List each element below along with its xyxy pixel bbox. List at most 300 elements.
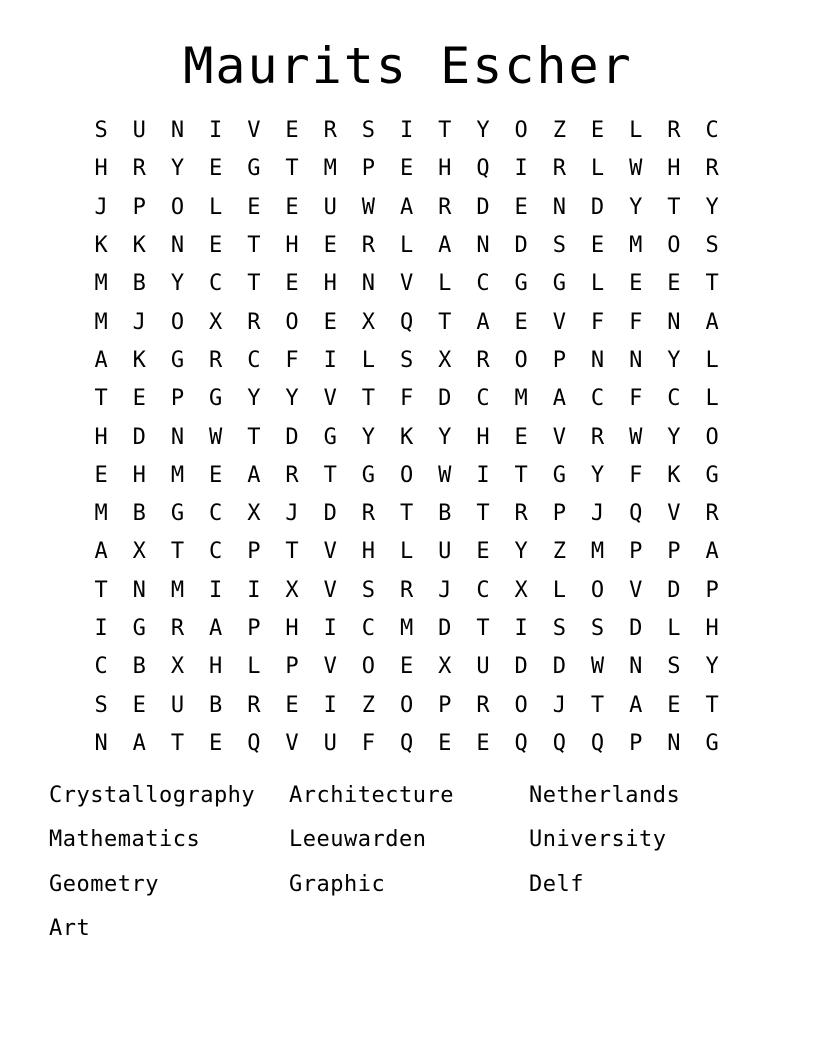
grid-letter[interactable]: G (323, 424, 337, 450)
grid-letter[interactable]: H (94, 156, 108, 182)
grid-letter[interactable]: J (590, 501, 605, 527)
grid-letter[interactable]: M (170, 462, 185, 488)
grid-letter[interactable]: M (590, 539, 605, 565)
grid-letter[interactable]: O (514, 692, 528, 718)
grid-letter[interactable]: E (476, 539, 490, 565)
grid-letter[interactable]: K (94, 233, 108, 259)
grid-letter[interactable]: H (285, 616, 299, 641)
word-list-item: Crystallography (49, 783, 256, 808)
grid-letter[interactable]: I (476, 462, 490, 488)
grid-letter[interactable]: N (361, 271, 376, 297)
grid-letter[interactable]: N (94, 730, 108, 756)
grid-letter[interactable]: Y (476, 118, 490, 144)
grid-letter[interactable]: Z (361, 692, 376, 718)
grid-letter[interactable]: U (170, 692, 185, 718)
grid-letter[interactable]: R (705, 156, 719, 182)
grid-letter[interactable]: G (170, 347, 185, 373)
grid-letter[interactable]: M (170, 577, 185, 603)
grid-letter[interactable]: T (247, 271, 261, 297)
word-list-item: Geometry (49, 871, 159, 897)
grid-letter[interactable]: I (514, 156, 528, 182)
grid-letter[interactable]: H (323, 271, 337, 297)
grid-letter[interactable]: A (94, 347, 108, 373)
grid-letter[interactable]: Q (590, 730, 605, 756)
grid-letter[interactable]: E (667, 692, 681, 718)
grid-letter[interactable]: I (94, 616, 108, 641)
grid-letter[interactable]: A (94, 539, 108, 565)
grid-letter[interactable]: S (552, 233, 566, 259)
grid-letter[interactable]: E (590, 233, 605, 259)
grid-letter[interactable]: T (247, 424, 261, 450)
grid-letter[interactable]: P (438, 692, 452, 718)
grid-letter[interactable]: A (705, 539, 719, 565)
grid-letter[interactable]: X (438, 654, 452, 680)
grid-letter[interactable]: C (667, 386, 681, 412)
grid-letter[interactable]: D (476, 194, 490, 220)
grid-letter[interactable]: F (629, 309, 643, 335)
grid-letter[interactable]: U (476, 654, 490, 680)
grid-letter[interactable]: D (438, 386, 452, 412)
grid-letter[interactable]: C (209, 501, 223, 527)
grid-letter[interactable]: E (209, 730, 223, 756)
grid-letter[interactable]: S (94, 692, 108, 718)
grid-letter[interactable]: E (285, 271, 299, 297)
grid-letter[interactable]: P (132, 194, 146, 220)
grid-letter[interactable]: Y (285, 386, 299, 412)
grid-letter[interactable]: P (705, 577, 719, 603)
grid-letter[interactable]: I (209, 118, 223, 144)
grid-letter[interactable]: I (209, 577, 223, 603)
grid-letter[interactable]: Y (170, 156, 185, 182)
grid-letter[interactable]: T (705, 271, 719, 297)
grid-letter[interactable]: T (94, 386, 108, 412)
grid-letter[interactable]: L (552, 577, 566, 603)
grid-letter[interactable]: E (476, 730, 490, 756)
grid-letter[interactable]: H (132, 462, 146, 488)
grid-letter[interactable]: W (209, 424, 223, 450)
grid-letter[interactable]: N (590, 347, 605, 373)
grid-letter[interactable]: D (323, 501, 337, 527)
grid-letter[interactable]: L (629, 118, 643, 144)
grid-letter[interactable]: L (399, 539, 414, 565)
grid-letter[interactable]: O (399, 692, 414, 718)
grid-letter[interactable]: S (590, 616, 605, 641)
grid-letter[interactable]: Q (629, 501, 643, 527)
grid-letter[interactable]: H (667, 156, 681, 182)
grid-letter[interactable]: O (705, 424, 719, 450)
grid-letter[interactable]: S (705, 233, 719, 259)
grid-letter[interactable]: E (323, 309, 337, 335)
grid-letter[interactable]: V (285, 730, 299, 756)
grid-letter[interactable]: B (209, 692, 223, 718)
grid-letter[interactable]: Y (361, 424, 376, 450)
grid-letter[interactable]: V (323, 654, 337, 680)
grid-letter[interactable]: C (209, 539, 223, 565)
grid-letter[interactable]: H (285, 233, 299, 259)
grid-letter[interactable]: F (629, 462, 643, 488)
grid-letter[interactable]: E (590, 118, 605, 144)
grid-letter[interactable]: R (667, 118, 681, 144)
grid-letter[interactable]: H (209, 654, 223, 680)
grid-letter[interactable]: M (629, 233, 643, 259)
grid-letter[interactable]: D (667, 577, 681, 603)
grid-letter[interactable]: R (170, 616, 185, 641)
grid-letter[interactable]: R (247, 692, 261, 718)
grid-letter[interactable]: C (361, 616, 376, 641)
grid-letter[interactable]: D (514, 654, 528, 680)
grid-letter[interactable]: F (285, 347, 299, 373)
grid-letter[interactable]: C (476, 386, 490, 412)
grid-letter[interactable]: R (247, 309, 261, 335)
grid-letter[interactable]: I (399, 118, 414, 144)
grid-letter[interactable]: Q (514, 730, 528, 756)
grid-letter[interactable]: T (438, 118, 452, 144)
grid-letter[interactable]: Q (399, 730, 414, 756)
puzzle-title: Maurits Escher (183, 37, 633, 95)
grid-letter[interactable]: E (94, 462, 108, 488)
grid-letter[interactable]: C (94, 654, 108, 680)
grid-letter[interactable]: N (170, 424, 185, 450)
grid-letter[interactable]: E (132, 692, 146, 718)
grid-letter[interactable]: R (552, 156, 566, 182)
grid-letter[interactable]: X (132, 539, 146, 565)
grid-letter[interactable]: J (438, 577, 452, 603)
grid-letter[interactable]: N (170, 118, 185, 144)
letter-grid (82, 112, 732, 763)
grid-letter[interactable]: M (94, 309, 108, 335)
grid-letter[interactable]: Y (170, 271, 185, 297)
grid-letter[interactable]: C (247, 347, 261, 373)
grid-letter[interactable]: U (438, 539, 452, 565)
grid-letter[interactable]: K (132, 347, 146, 373)
grid-letter[interactable]: H (476, 424, 490, 450)
grid-letter[interactable]: Q (247, 730, 261, 756)
grid-letter[interactable]: E (285, 194, 299, 220)
grid-letter[interactable]: W (629, 156, 643, 182)
grid-letter[interactable]: R (705, 501, 719, 527)
grid-letter[interactable]: E (514, 309, 528, 335)
grid-letter[interactable]: E (285, 118, 299, 144)
grid-letter[interactable]: T (399, 501, 414, 527)
word-list-item: Art (49, 915, 91, 941)
grid-letter[interactable]: N (667, 730, 681, 756)
grid-letter[interactable]: S (361, 577, 376, 603)
grid-letter[interactable]: N (132, 577, 146, 603)
grid-letter[interactable]: E (399, 156, 414, 182)
grid-letter[interactable]: T (667, 194, 681, 220)
grid-letter[interactable]: M (514, 386, 528, 412)
grid-letter[interactable]: L (438, 271, 452, 297)
grid-letter[interactable]: R (399, 577, 414, 603)
grid-letter[interactable]: U (323, 194, 337, 220)
grid-letter[interactable]: U (132, 118, 146, 144)
grid-letter[interactable]: V (667, 501, 681, 527)
grid-letter[interactable]: D (590, 194, 605, 220)
grid-letter[interactable]: T (170, 730, 185, 756)
grid-letter[interactable]: V (323, 577, 337, 603)
grid-letter[interactable]: T (514, 462, 528, 488)
grid-letter[interactable]: O (361, 654, 376, 680)
grid-letter[interactable]: W (629, 424, 643, 450)
grid-letter[interactable]: P (552, 347, 566, 373)
grid-letter[interactable]: X (361, 309, 376, 335)
grid-letter[interactable]: E (438, 730, 452, 756)
grid-letter[interactable]: Z (552, 118, 566, 144)
grid-letter[interactable]: S (361, 118, 376, 144)
grid-letter[interactable]: E (247, 194, 261, 220)
grid-letter[interactable]: J (132, 309, 146, 335)
grid-letter[interactable]: F (399, 386, 414, 412)
grid-letter[interactable]: Q (476, 156, 490, 182)
grid-letter[interactable]: E (399, 654, 414, 680)
grid-letter[interactable]: X (209, 309, 223, 335)
grid-letter[interactable]: H (361, 539, 376, 565)
grid-letter[interactable]: G (209, 386, 223, 412)
grid-letter[interactable]: V (552, 424, 566, 450)
grid-letter[interactable]: L (705, 347, 719, 373)
grid-letter[interactable]: W (590, 654, 605, 680)
grid-letter[interactable]: T (323, 462, 337, 488)
grid-letter[interactable]: E (209, 462, 223, 488)
grid-letter[interactable]: L (590, 156, 605, 182)
grid-letter[interactable]: R (209, 347, 223, 373)
grid-letter[interactable]: H (94, 424, 108, 450)
grid-letter[interactable]: C (476, 577, 490, 603)
grid-letter[interactable]: G (552, 462, 566, 488)
grid-letter[interactable]: M (323, 156, 337, 182)
grid-letter[interactable]: I (323, 692, 337, 718)
grid-letter[interactable]: B (132, 501, 146, 527)
grid-letter[interactable]: A (247, 462, 261, 488)
grid-letter[interactable]: B (132, 271, 146, 297)
grid-letter[interactable]: Y (629, 194, 643, 220)
grid-letter[interactable]: T (285, 156, 299, 182)
grid-letter[interactable]: D (132, 424, 146, 450)
grid-letter[interactable]: J (285, 501, 299, 527)
grid-letter[interactable]: T (361, 386, 376, 412)
grid-letter[interactable]: A (132, 730, 146, 756)
grid-letter[interactable]: V (399, 271, 414, 297)
grid-letter[interactable]: C (705, 118, 719, 144)
grid-letter[interactable]: G (361, 462, 376, 488)
grid-letter[interactable]: V (629, 577, 643, 603)
grid-letter[interactable]: G (132, 616, 146, 641)
grid-letter[interactable]: X (514, 577, 528, 603)
grid-letter[interactable]: L (667, 616, 681, 641)
grid-letter[interactable]: D (552, 654, 566, 680)
grid-letter[interactable]: E (667, 271, 681, 297)
grid-letter[interactable]: T (170, 539, 185, 565)
grid-row (82, 495, 732, 533)
grid-letter[interactable]: Y (667, 347, 681, 373)
grid-letter[interactable]: X (247, 501, 261, 527)
grid-letter[interactable]: B (132, 654, 146, 680)
grid-letter[interactable]: E (514, 194, 528, 220)
grid-letter[interactable]: W (361, 194, 376, 220)
grid-letter[interactable]: Q (552, 730, 566, 756)
grid-letter[interactable]: A (476, 309, 490, 335)
grid-letter[interactable]: G (170, 501, 185, 527)
grid-letter[interactable]: R (361, 501, 376, 527)
grid-letter[interactable]: Y (514, 539, 528, 565)
grid-letter[interactable]: I (323, 347, 337, 373)
grid-letter[interactable]: O (170, 194, 185, 220)
grid-letter[interactable]: A (552, 386, 566, 412)
grid-letter[interactable]: L (209, 194, 223, 220)
grid-letter[interactable]: Z (552, 539, 566, 565)
grid-letter[interactable]: R (590, 424, 605, 450)
grid-letter[interactable]: T (438, 309, 452, 335)
grid-letter[interactable]: R (476, 692, 490, 718)
grid-letter[interactable]: O (285, 309, 299, 335)
grid-letter[interactable]: H (438, 156, 452, 182)
grid-letter[interactable]: P (667, 539, 681, 565)
grid-row (82, 457, 732, 495)
grid-letter[interactable]: Q (399, 309, 414, 335)
word-list-item: Graphic (289, 871, 386, 897)
grid-letter[interactable]: Y (247, 386, 261, 412)
word-list-item: Leeuwarden (289, 827, 427, 853)
grid-letter[interactable]: T (476, 501, 490, 527)
grid-letter[interactable]: A (399, 194, 414, 220)
grid-letter[interactable]: E (323, 233, 337, 259)
grid-letter[interactable]: G (705, 730, 719, 756)
grid-letter[interactable]: I (514, 616, 528, 641)
grid-letter[interactable]: T (705, 692, 719, 718)
grid-letter[interactable]: O (170, 309, 185, 335)
grid-letter[interactable]: S (94, 118, 108, 144)
grid-letter[interactable]: S (667, 654, 681, 680)
grid-letter[interactable]: D (285, 424, 299, 450)
grid-letter[interactable]: Y (667, 424, 681, 450)
grid-letter[interactable]: A (438, 233, 452, 259)
grid-letter[interactable]: P (361, 156, 376, 182)
grid-letter[interactable]: L (361, 347, 376, 373)
grid-letter[interactable]: Y (590, 462, 605, 488)
grid-letter[interactable]: Y (705, 194, 719, 220)
grid-letter[interactable]: G (247, 156, 261, 182)
grid-letter[interactable]: D (438, 616, 452, 641)
grid-letter[interactable]: K (132, 233, 146, 259)
grid-letter[interactable]: C (590, 386, 605, 412)
grid-letter[interactable]: L (590, 271, 605, 297)
grid-letter[interactable]: V (323, 386, 337, 412)
grid-letter[interactable]: J (552, 692, 566, 718)
grid-letter[interactable]: O (399, 462, 414, 488)
grid-letter[interactable]: N (667, 309, 681, 335)
grid-letter[interactable]: P (170, 386, 185, 412)
grid-letter[interactable]: E (629, 271, 643, 297)
grid-letter[interactable]: R (323, 118, 337, 144)
grid-letter[interactable]: P (629, 539, 643, 565)
grid-letter[interactable]: T (94, 577, 108, 603)
grid-letter[interactable]: G (514, 271, 528, 297)
grid-letter[interactable]: D (514, 233, 528, 259)
grid-letter[interactable]: M (94, 271, 108, 297)
grid-letter[interactable]: O (514, 118, 528, 144)
grid-letter[interactable]: E (209, 156, 223, 182)
grid-letter[interactable]: N (629, 347, 643, 373)
grid-letter[interactable]: I (247, 577, 261, 603)
grid-letter[interactable]: F (629, 386, 643, 412)
grid-letter[interactable]: G (705, 462, 719, 488)
grid-letter[interactable]: W (438, 462, 452, 488)
grid-letter[interactable]: S (399, 347, 414, 373)
grid-letter[interactable]: S (552, 616, 566, 641)
grid-letter[interactable]: M (399, 616, 414, 641)
grid-row (82, 380, 732, 418)
grid-letter[interactable]: C (209, 271, 223, 297)
grid-letter[interactable]: T (590, 692, 605, 718)
grid-letter[interactable]: L (247, 654, 261, 680)
grid-letter[interactable]: O (667, 233, 681, 259)
grid-letter[interactable]: C (476, 271, 490, 297)
grid-letter[interactable]: U (323, 730, 337, 756)
grid-letter[interactable]: A (209, 616, 223, 641)
grid-letter[interactable]: X (285, 577, 299, 603)
grid-letter[interactable]: A (629, 692, 643, 718)
grid-letter[interactable]: E (132, 386, 146, 412)
grid-letter[interactable]: R (285, 462, 299, 488)
grid-letter[interactable]: P (247, 539, 261, 565)
grid-letter[interactable]: N (552, 194, 566, 220)
grid-letter[interactable]: X (438, 347, 452, 373)
grid-letter[interactable]: A (705, 309, 719, 335)
grid-letter[interactable]: P (552, 501, 566, 527)
grid-letter[interactable]: V (323, 539, 337, 565)
grid-letter[interactable]: R (438, 194, 452, 220)
grid-letter[interactable]: N (476, 233, 490, 259)
grid-letter[interactable]: L (399, 233, 414, 259)
grid-letter[interactable]: X (170, 654, 185, 680)
grid-letter[interactable]: P (629, 730, 643, 756)
grid-letter[interactable]: V (552, 309, 566, 335)
grid-letter[interactable]: E (285, 692, 299, 718)
grid-letter[interactable]: L (705, 386, 719, 412)
grid-letter[interactable]: Y (705, 654, 719, 680)
grid-letter[interactable]: R (361, 233, 376, 259)
grid-letter[interactable]: F (590, 309, 605, 335)
grid-letter[interactable]: N (170, 233, 185, 259)
grid-letter[interactable]: P (247, 616, 261, 641)
grid-letter[interactable]: O (514, 347, 528, 373)
grid-letter[interactable]: T (247, 233, 261, 259)
grid-letter[interactable]: T (285, 539, 299, 565)
grid-letter[interactable]: H (705, 616, 719, 641)
grid-letter[interactable]: R (132, 156, 146, 182)
grid-letter[interactable]: R (514, 501, 528, 527)
grid-letter[interactable]: F (361, 730, 376, 756)
grid-letter[interactable]: Y (438, 424, 452, 450)
grid-letter[interactable]: I (323, 616, 337, 641)
grid-letter[interactable]: E (209, 233, 223, 259)
grid-letter[interactable]: R (476, 347, 490, 373)
grid-letter[interactable]: N (629, 654, 643, 680)
grid-row (82, 227, 732, 265)
grid-letter[interactable]: O (590, 577, 605, 603)
grid-letter[interactable]: G (552, 271, 566, 297)
grid-letter[interactable]: M (94, 501, 108, 527)
grid-letter[interactable]: K (399, 424, 414, 450)
grid-letter[interactable]: V (247, 118, 261, 144)
grid-letter[interactable]: B (438, 501, 452, 527)
grid-letter[interactable]: P (285, 654, 299, 680)
grid-letter[interactable]: D (629, 616, 643, 641)
grid-letter[interactable]: T (476, 616, 490, 641)
grid-letter[interactable]: J (94, 194, 108, 220)
grid-letter[interactable]: K (667, 462, 681, 488)
grid-letter[interactable]: E (514, 424, 528, 450)
